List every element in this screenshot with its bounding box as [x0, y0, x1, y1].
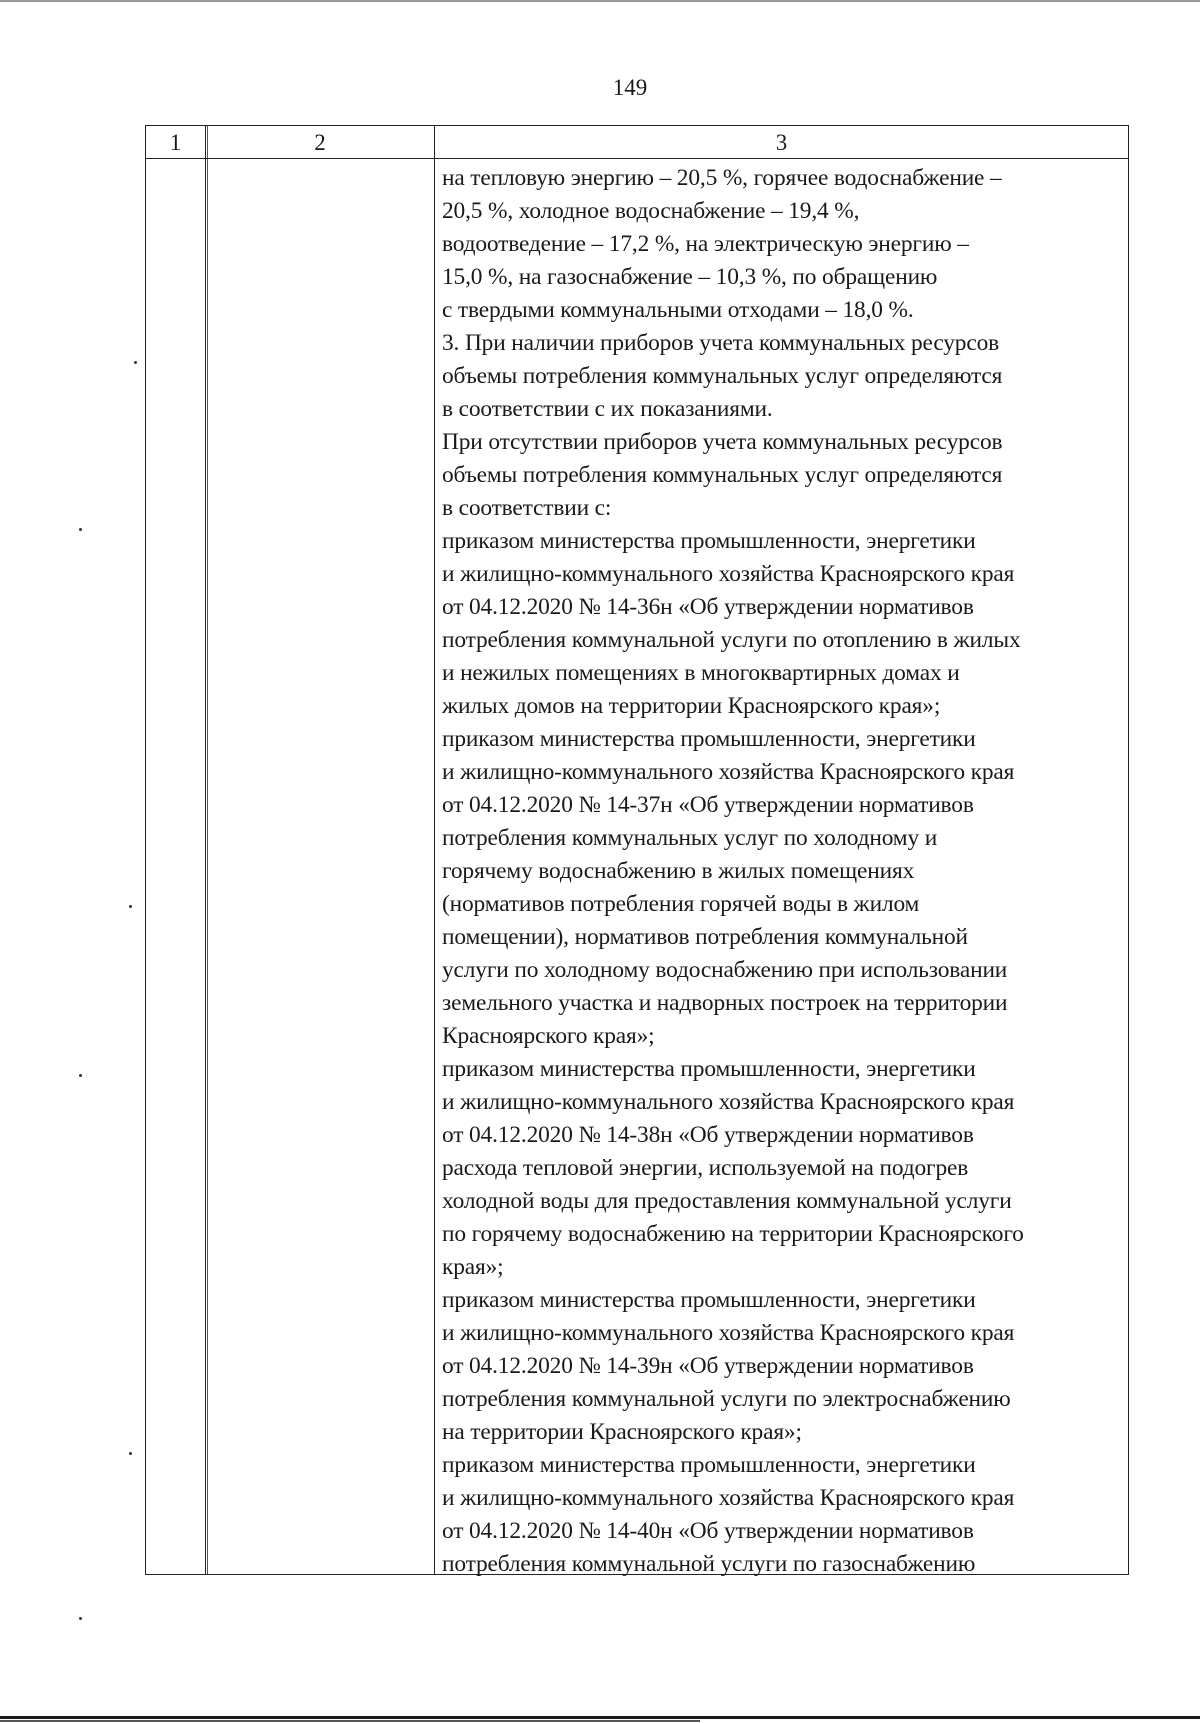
text-line: в соответствии с:	[442, 495, 612, 521]
text-line: и жилищно-коммунального хозяйства Красноярского края	[442, 561, 1015, 587]
text-line: объемы потребления коммунальных услуг определяются	[442, 462, 1003, 488]
text-line: края»;	[442, 1254, 504, 1280]
text-line: потребления коммунальных услуг по холодному и	[442, 825, 938, 851]
column-header-1: 1	[169, 130, 182, 155]
column-divider	[207, 126, 208, 1574]
text-line: 15,0 %, на газоснабжение – 10,3 %, по обращению	[442, 264, 938, 290]
text-line: в соответствии с их показаниями.	[442, 396, 773, 422]
text-line: и жилищно-коммунального хозяйства Красноярского края	[442, 1485, 1015, 1511]
text-line: и жилищно-коммунального хозяйства Красноярского края	[442, 759, 1015, 785]
text-line: услуги по холодному водоснабжению при использовании	[442, 957, 1008, 983]
text-line: (нормативов потребления горячей воды в жилом	[442, 891, 920, 917]
text-line: и нежилых помещениях в многоквартирных домах и	[442, 660, 960, 686]
text-line: от 04.12.2020 № 14-37н «Об утверждении нормативов	[442, 792, 974, 818]
column-header-3: 3	[775, 130, 788, 155]
text-line: расхода тепловой энергии, используемой на подогрев	[442, 1155, 969, 1181]
text-line: При отсутствии приборов учета коммунальных ресурсов	[442, 429, 1003, 455]
text-line: на тепловую энергию – 20,5 %, горячее водоснабжение –	[442, 165, 1002, 191]
text-line: с твердыми коммунальными отходами – 18,0 %.	[442, 297, 914, 323]
scan-speck	[134, 361, 137, 364]
scan-speck	[129, 905, 132, 908]
text-line: приказом министерства промышленности, энергетики	[442, 528, 976, 554]
text-line: приказом министерства промышленности, энергетики	[442, 726, 976, 752]
page-number: 149	[612, 75, 648, 100]
text-line: потребления коммунальной услуги по электроснабжению	[442, 1386, 1011, 1412]
text-line: приказом министерства промышленности, энергетики	[442, 1287, 976, 1313]
text-line: жилых домов на территории Красноярского края»;	[442, 693, 941, 719]
column-header-2: 2	[314, 130, 326, 155]
text-line: от 04.12.2020 № 14-36н «Об утверждении нормативов	[442, 594, 974, 620]
scan-speck	[79, 1617, 82, 1620]
scan-speck	[129, 1452, 132, 1455]
column-divider	[434, 126, 435, 1574]
text-line: от 04.12.2020 № 14-39н «Об утверждении нормативов	[442, 1353, 974, 1379]
scan-speck	[79, 1074, 82, 1077]
scan-bottom-edge	[0, 1716, 1200, 1719]
column-divider	[205, 126, 206, 1574]
text-line: объемы потребления коммунальных услуг определяются	[442, 363, 1003, 389]
text-line: и жилищно-коммунального хозяйства Красноярского края	[442, 1089, 1015, 1115]
text-line: Красноярского края»;	[442, 1023, 655, 1049]
text-line: на территории Красноярского края»;	[442, 1419, 802, 1445]
text-line: помещении), нормативов потребления коммунальной	[442, 924, 968, 950]
text-line: горячему водоснабжению в жилых помещениях	[442, 858, 915, 884]
text-line: приказом министерства промышленности, энергетики	[442, 1452, 976, 1478]
text-line: земельного участка и надворных построек на территории	[442, 990, 1008, 1016]
text-line: и жилищно-коммунального хозяйства Красноярского края	[442, 1320, 1015, 1346]
column-3-text	[442, 162, 1132, 1581]
scan-bottom-edge	[0, 1720, 700, 1722]
text-line: от 04.12.2020 № 14-40н «Об утверждении нормативов	[442, 1518, 974, 1544]
text-line: по горячему водоснабжению на территории Красноярского	[442, 1221, 1024, 1247]
text-line: 20,5 %, холодное водоснабжение – 19,4 %,	[442, 198, 860, 224]
text-line: от 04.12.2020 № 14-38н «Об утверждении нормативов	[442, 1122, 974, 1148]
text-line: приказом министерства промышленности, энергетики	[442, 1056, 976, 1082]
document-table	[145, 125, 1129, 1575]
text-line: водоотведение – 17,2 %, на электрическую энергию –	[442, 231, 969, 257]
table-header-row	[146, 126, 1128, 159]
scan-top-edge	[0, 0, 1200, 2]
text-line: потребления коммунальной услуги по газоснабжению	[442, 1551, 976, 1577]
scan-speck	[79, 528, 82, 531]
text-line: 3. При наличии приборов учета коммунальных ресурсов	[442, 330, 1000, 356]
text-line: холодной воды для предоставления коммунальной услуги	[442, 1188, 1012, 1214]
text-line: потребления коммунальной услуги по отоплению в жилых	[442, 627, 1021, 653]
